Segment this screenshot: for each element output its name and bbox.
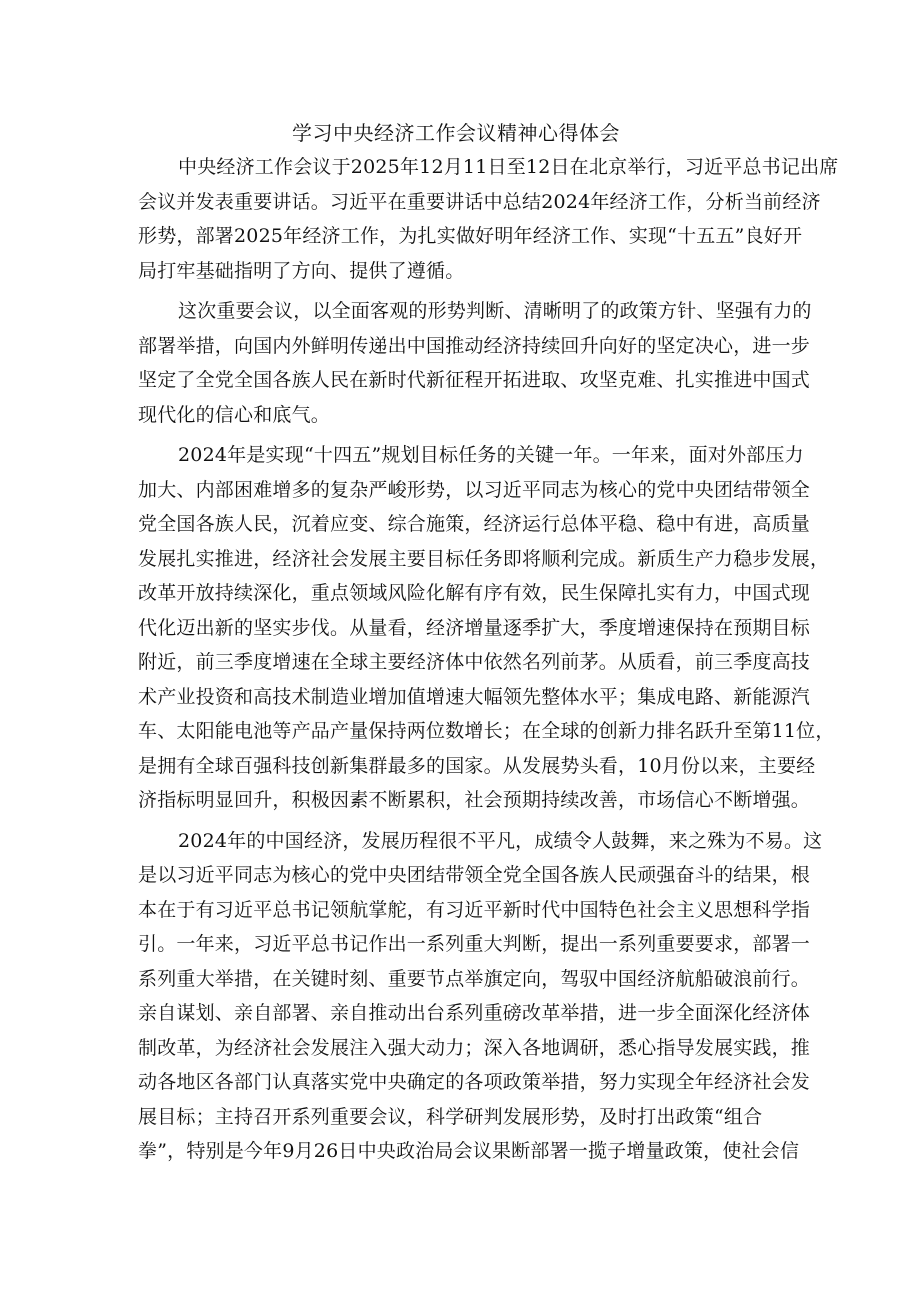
- paragraph-line: 加大、内部困难增多的复杂严峻形势，以习近平同志为核心的党中央团结带领全: [138, 478, 811, 501]
- paragraph-line: 动各地区各部门认真落实党中央确定的各项政策举措，努力实现全年经济社会发: [138, 1071, 811, 1093]
- paragraph-line: 系列重大举措，在关键时刻、重要节点举旗定向，驾驭中国经济航船破浪前行。: [138, 967, 811, 990]
- paragraph-line: 车、太阳能电池等产品产量保持两位数增长；在全球的创新力排名跃升至第11位，: [138, 720, 835, 742]
- paragraph-line: 部署举措，向国内外鲜明传递出中国推动经济持续回升向好的坚定决心，进一步: [138, 334, 811, 357]
- paragraph-line: 术产业投资和高技术制造业增加值增速大幅领先整体水平；集成电路、新能源汽: [138, 685, 811, 708]
- paragraph-line: 现代化的信心和底气。: [138, 403, 331, 426]
- paragraph-line: 本在于有习近平总书记领航掌舵，有习近平新时代中国特色社会主义思想科学指: [138, 898, 811, 921]
- paragraph-line: 展目标；主持召开系列重要会议，科学研判发展形势，及时打出政策“组合: [138, 1105, 763, 1128]
- paragraph-line: 形势，部署2025年经济工作，为扎实做好明年经济工作、实现“十五五”良好开: [138, 225, 803, 247]
- document-body: [138, 116, 839, 1175]
- paragraph-line: 党全国各族人民，沉着应变、综合施策，经济运行总体平稳、稳中有进，高质量: [138, 513, 811, 535]
- paragraph-line: 中央经济工作会议于2025年12月11日至12日在北京举行，习近平总书记出席: [178, 156, 839, 178]
- paragraph-line: 局打牢基础指明了方向、提供了遵循。: [138, 259, 465, 282]
- paragraph-line: 拳”，特别是今年9月26日中央政治局会议果断部署一揽子增量政策，使社会信: [138, 1140, 800, 1162]
- paragraph-line: 这次重要会议，以全面客观的形势判断、清晰明了的政策方针、坚强有力的: [178, 300, 812, 322]
- paragraph-line: 会议并发表重要讲话。习近平在重要讲话中总结2024年经济工作，分析当前经济: [138, 190, 821, 213]
- paragraph-2: [138, 294, 812, 432]
- paragraph-1: [138, 150, 839, 288]
- paragraph-line: 引。一年来，习近平总书记作出一系列重大判断，提出一系列重要要求，部署一: [138, 933, 811, 955]
- paragraph-line: 亲自谋划、亲自部署、亲自推动出台系列重磅改革举措，进一步全面深化经济体: [138, 1002, 811, 1024]
- paragraph-line: 2024年的中国经济，发展历程很不平凡，成绩令人鼓舞，来之殊为不易。这: [178, 829, 823, 852]
- document-title: 学习中央经济工作会议精神心得体会: [292, 121, 620, 145]
- paragraph-line: 2024年是实现“十四五”规划目标任务的关键一年。一年来，面对外部压力: [178, 444, 804, 466]
- paragraph-line: 济指标明显回升，积极因素不断累积，社会预期持续改善，市场信心不断增强。: [138, 789, 811, 811]
- paragraph-line: 发展扎实推进，经济社会发展主要目标任务即将顺利完成。新质生产力稳步发展，: [138, 547, 830, 570]
- paragraph-line: 改革开放持续深化，重点领域风险化解有序有效，民生保障扎实有力，中国式现: [138, 582, 811, 604]
- paragraph-line: 附近，前三季度增速在全球主要经济体中依然名列前茅。从质看，前三季度高技: [138, 651, 811, 673]
- paragraph-line: 是以习近平同志为核心的党中央团结带领全党全国各族人民顽强奋斗的结果，根: [138, 864, 811, 886]
- paragraph-line: 代化迈出新的坚实步伐。从量看，经济增量逐季扩大，季度增速保持在预期目标: [138, 616, 811, 639]
- paragraph-4: [138, 824, 823, 1169]
- paragraph-line: 是拥有全球百强科技创新集群最多的国家。从发展势头看，10月份以来，主要经: [138, 754, 816, 777]
- paragraph-3: [138, 438, 835, 818]
- paragraph-line: 坚定了全党全国各族人民在新时代新征程开拓进取、攻坚克难、扎实推进中国式: [138, 369, 811, 391]
- paragraph-line: 制改革，为经济社会发展注入强大动力；深入各地调研，悉心指导发展实践，推: [138, 1036, 811, 1059]
